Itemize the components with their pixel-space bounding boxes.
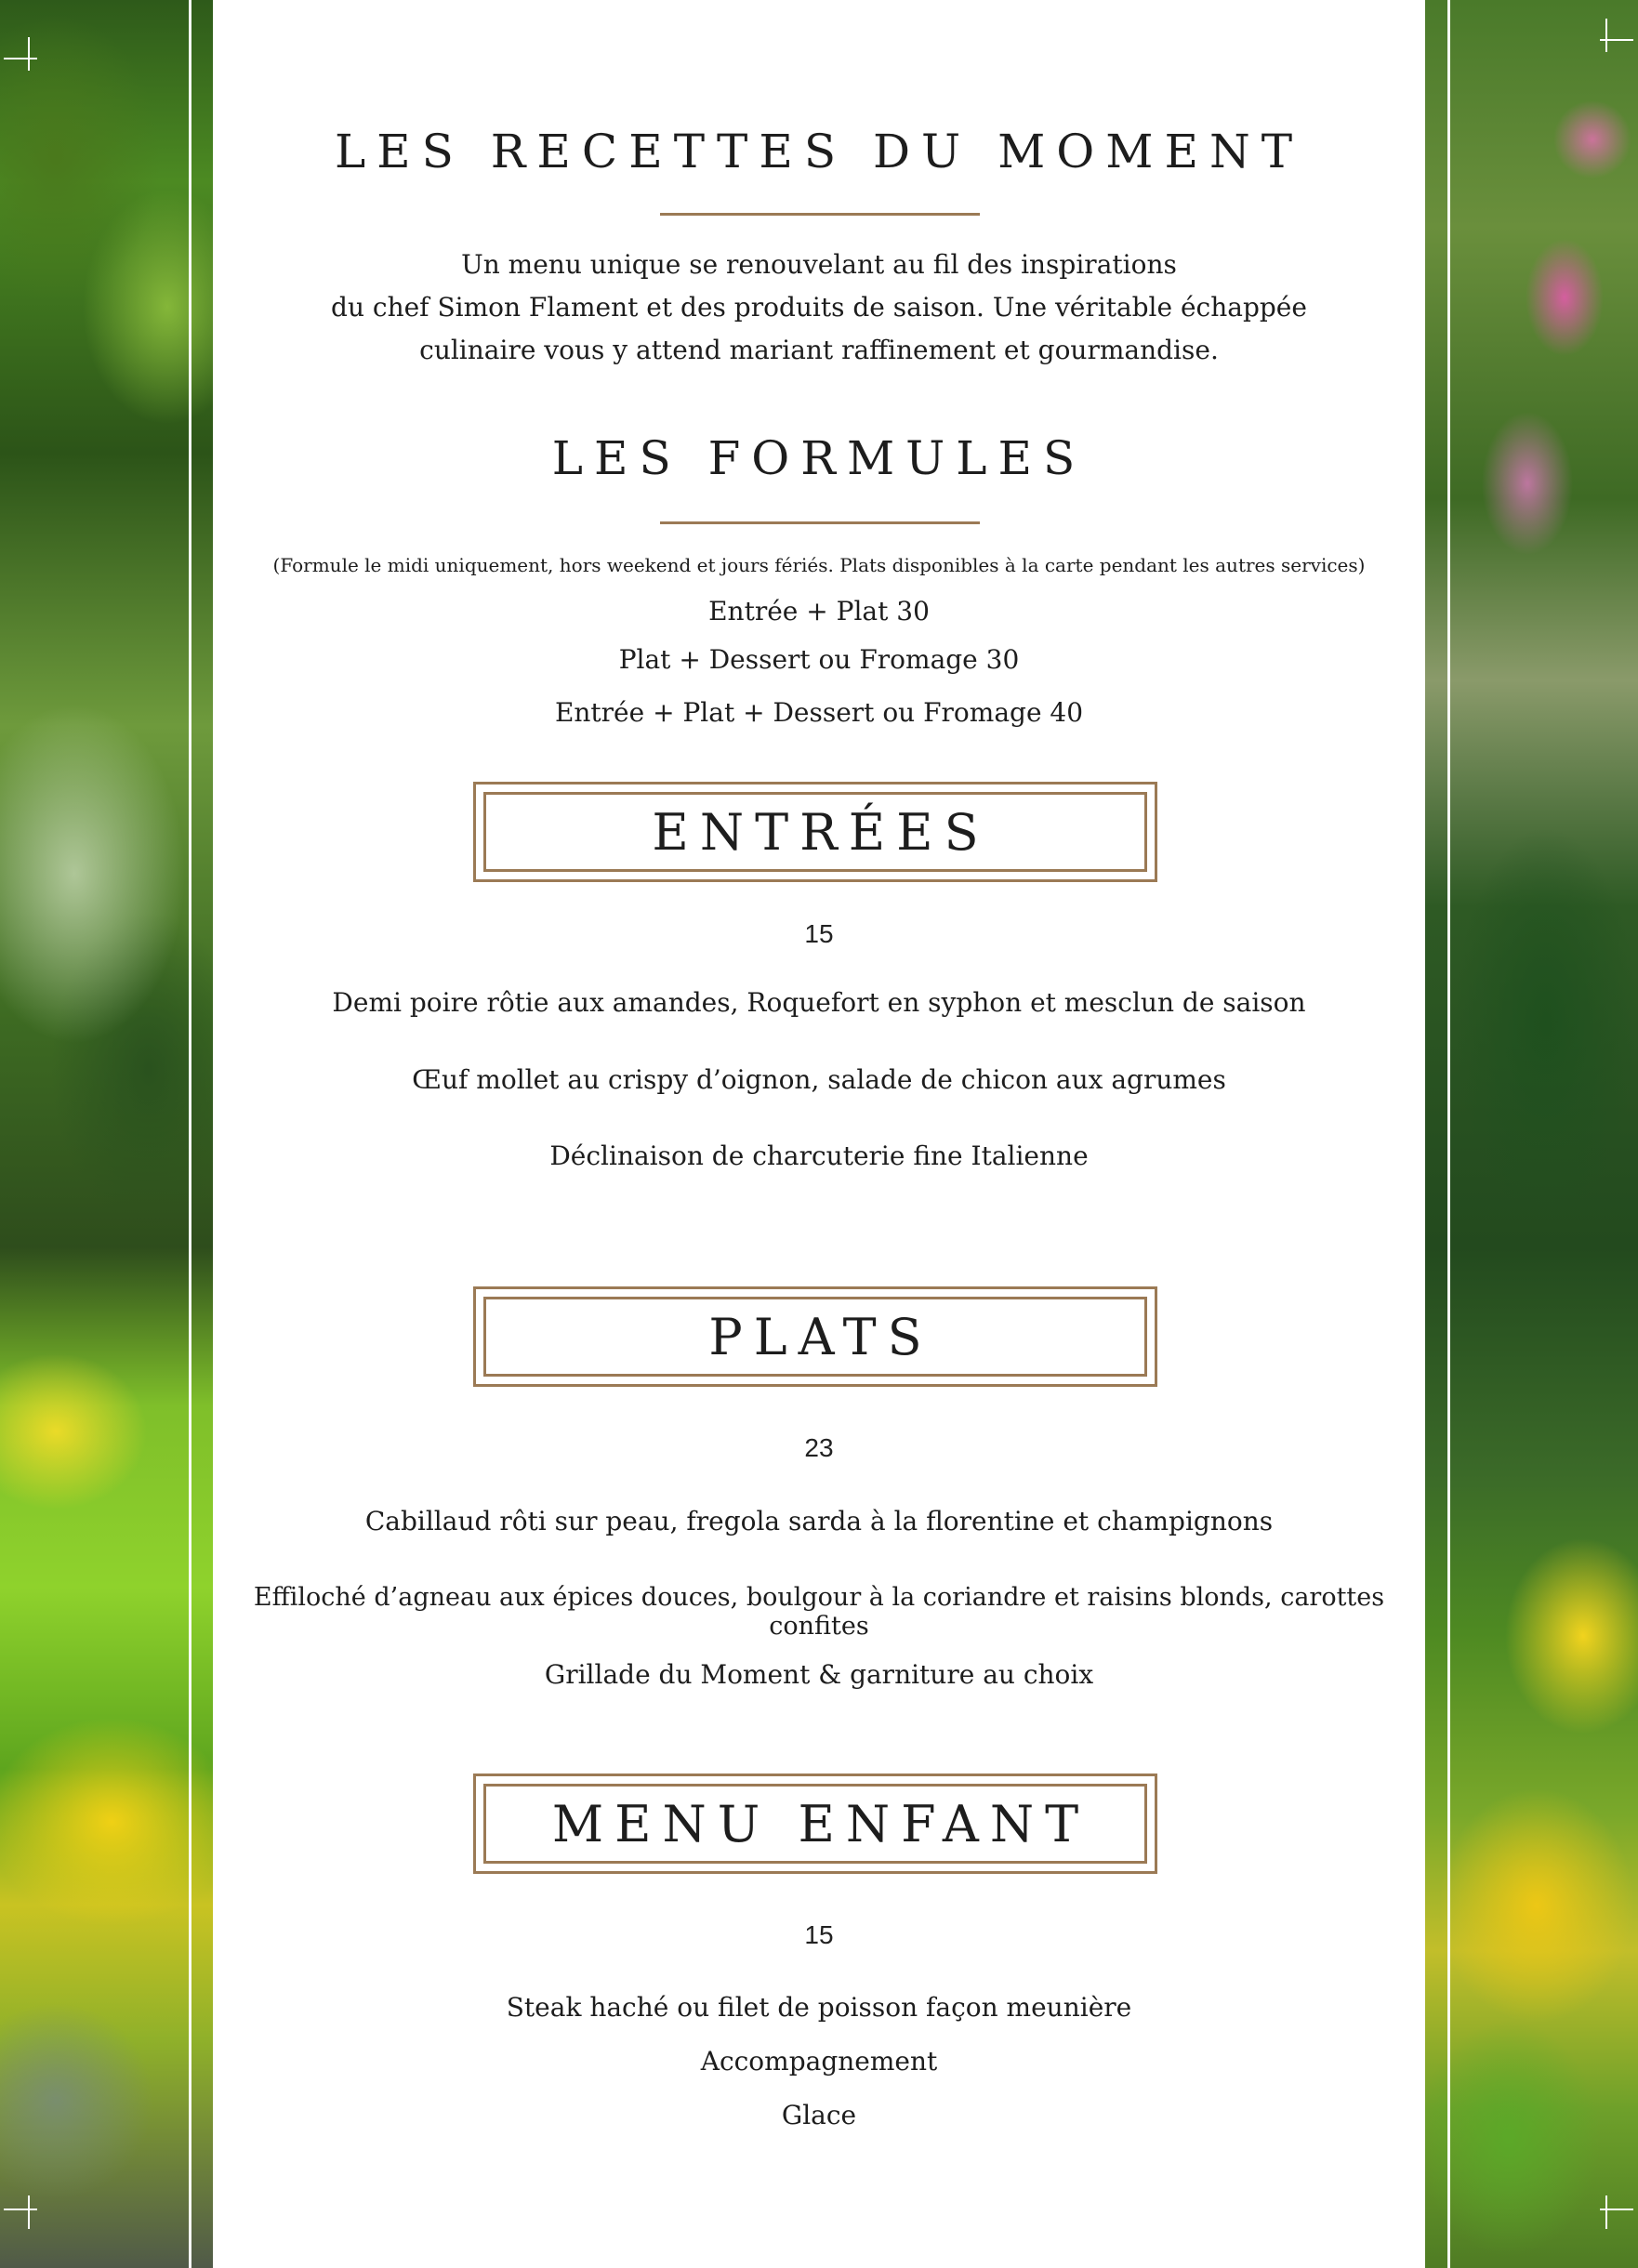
entrees-title: ENTRÉES: [652, 802, 990, 862]
intro-line: Un menu unique se renouvelant au fil des inspirations: [461, 249, 1177, 280]
menu-enfant-header-frame: [473, 1774, 1157, 1874]
recettes-title-rule: [660, 213, 980, 216]
entrees-price: 15: [804, 919, 834, 948]
plats-price: 23: [804, 1433, 834, 1462]
recettes-intro: [213, 244, 1425, 372]
corner-mark-top-left: [4, 37, 37, 71]
entree-item: Œuf mollet au crispy d’oignon, salade de chicon aux agrumes: [412, 1064, 1226, 1095]
entree-item: Déclinaison de charcuterie fine Italienne: [549, 1141, 1089, 1171]
intro-line: culinaire vous y attend mariant raffinement et gourmandise.: [419, 335, 1219, 365]
formule-item: Plat + Dessert ou Fromage 30: [618, 644, 1020, 675]
menu-enfant-item: Steak haché ou filet de poisson façon meunière: [506, 1992, 1132, 2023]
left-garden-photo: [0, 0, 213, 2268]
formules-title: LES FORMULES: [551, 431, 1087, 485]
formule-item: Entrée + Plat 30: [708, 596, 930, 626]
menu-enfant-title: MENU ENFANT: [551, 1794, 1090, 1853]
left-frame-line: [189, 0, 192, 2268]
formule-item: Entrée + Plat + Dessert ou Fromage 40: [554, 697, 1084, 728]
formules-section: [213, 431, 1425, 485]
plat-item: Effiloché d’agneau aux épices douces, boulgour à la coriandre et raisins blonds, carottes confites: [253, 1583, 1385, 1641]
entrees-header-frame: [473, 782, 1157, 882]
corner-mark-bottom-left: [4, 2195, 37, 2229]
corner-mark-top-right: [1600, 19, 1633, 52]
corner-mark-bottom-right: [1600, 2195, 1633, 2229]
menu-enfant-item: Glace: [781, 2100, 857, 2130]
menu-page: [213, 0, 1425, 2268]
plat-item: Grillade du Moment & garniture au choix: [544, 1659, 1094, 1690]
formules-note: (Formule le midi uniquement, hors weekend et jours fériés. Plats disponibles à la carte pendant les autres services): [272, 554, 1366, 576]
menu-enfant-item: Accompagnement: [700, 2046, 938, 2077]
recettes-title: LES RECETTES DU MOMENT: [334, 125, 1304, 178]
plats-title: PLATS: [708, 1307, 933, 1366]
recettes-section: [213, 125, 1425, 178]
formules-title-rule: [660, 521, 980, 524]
right-frame-line: [1447, 0, 1450, 2268]
right-garden-photo: [1425, 0, 1638, 2268]
plats-header-frame: [473, 1286, 1157, 1387]
entree-item: Demi poire rôtie aux amandes, Roquefort en syphon et mesclun de saison: [332, 987, 1306, 1018]
menu-enfant-price: 15: [804, 1920, 834, 1949]
intro-line: du chef Simon Flament et des produits de saison. Une véritable échappée: [331, 292, 1307, 323]
plat-item: Cabillaud rôti sur peau, fregola sarda à la florentine et champignons: [364, 1506, 1274, 1536]
